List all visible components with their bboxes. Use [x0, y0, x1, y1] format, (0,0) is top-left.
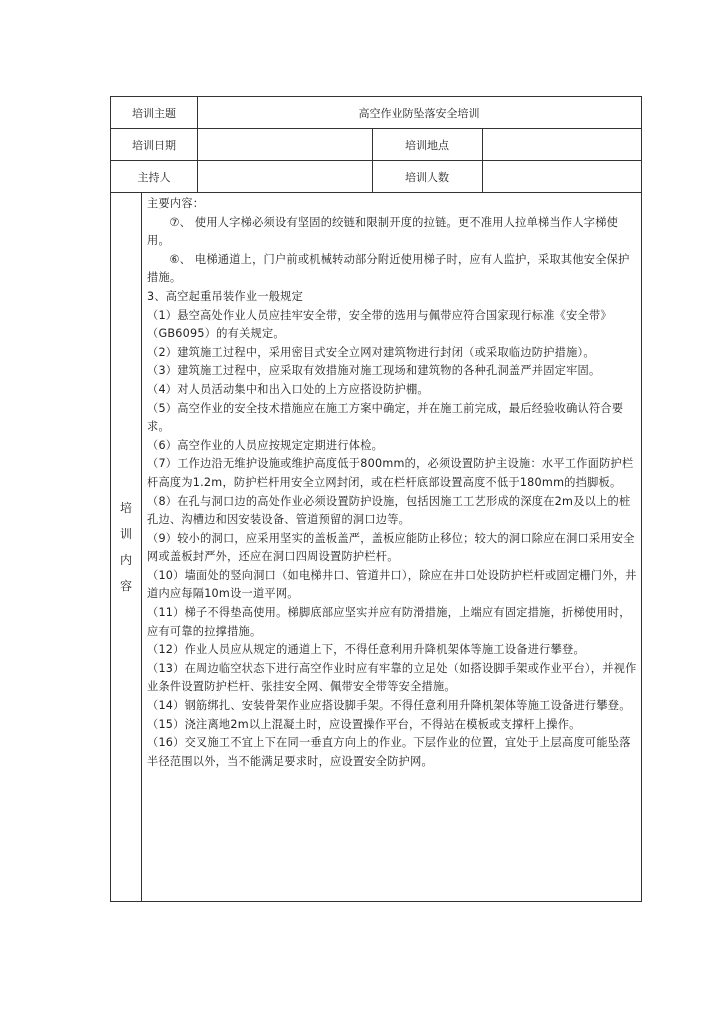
content-paragraph: （2）建筑施工过程中，采用密目式安全立网对建筑物进行封闭（或采取临边防护措施）。 — [147, 345, 595, 359]
side-label-char: 培 — [119, 501, 132, 515]
content-paragraph: ⑥、 电梯通道上，门户前或机械转动部分附近使用梯子时，应有人监护，采取其他安全保护措施。 — [147, 252, 630, 285]
content-paragraph: （10）墙面处的竖向洞口（如电梯井口、管道井口），除应在井口处设防护栏杆或固定栅门外，井道内应每隔10m设一道平网。 — [147, 568, 637, 601]
location-value — [482, 129, 641, 160]
content-paragraph: （1）悬空高处作业人员应挂牢安全带，安全带的选用与佩带应符合国家现行标准《安全带》（GB6095）的有关规定。 — [147, 308, 612, 341]
side-label-char: 训 — [119, 527, 132, 541]
content-side-label — [111, 193, 141, 901]
host-label: 主持人 — [137, 170, 171, 184]
topic-value: 高空作业防坠落安全培训 — [358, 106, 480, 120]
date-value — [197, 129, 372, 160]
location-label: 培训地点 — [405, 138, 449, 152]
date-location-row — [111, 129, 641, 161]
content-paragraph: （15）浇注离地2m以上混凝土时，应设置操作平台，不得站在模板或支撑杆上操作。 — [147, 717, 581, 731]
count-label: 培训人数 — [405, 170, 449, 184]
content-paragraph: ⑦、 使用人字梯必须设有坚固的绞链和限制开度的拉链。更不准用人拉单梯当作人字梯使用。 — [147, 215, 619, 248]
host-value — [197, 161, 372, 192]
content-paragraph: （9）较小的洞口，应采用坚实的盖板盖严，盖板应能防止移位；较大的洞口除应在洞口采用安全网或盖板封严外，还应在洞口四周设置防护栏杆。 — [147, 531, 635, 564]
host-count-row — [111, 161, 641, 193]
content-paragraph: （6）高空作业的人员应按规定定期进行体检。 — [147, 438, 384, 452]
content-paragraph: （4）对人员活动集中和出入口处的上方应搭设防护棚。 — [147, 382, 429, 396]
content-paragraph: （11）梯子不得垫高使用。梯脚底部应坚实并应有防滑措施，上端应有固定措施，折梯使用时，应有可靠的拉撑措施。 — [147, 606, 631, 638]
content-paragraph: （8）在孔与洞口边的高处作业必须设置防护设施，包括因施工工艺形成的深度在2m及以上的桩孔边、沟槽边和因安装设备、管道预留的洞口边等。 — [147, 494, 631, 527]
side-label-char: 容 — [119, 579, 132, 593]
content-paragraph: （5）高空作业的安全技术措施应在施工方案中确定，并在施工前完成，最后经验收确认符合要求。 — [147, 401, 624, 434]
topic-row — [111, 97, 641, 129]
content-paragraph: （13）在周边临空状态下进行高空作业时应有牢靠的立足处（如搭设脚手架或作业平台），并视作业条件设置防护栏杆、张挂安全网、佩带安全带等安全措施。 — [147, 661, 637, 694]
content-paragraph: （7）工作边沿无维护设施或维护高度低于800mm的，必须设置防护主设施：水平工作面防护栏杆高度为1.2m，防护栏杆用安全立网封闭，或在栏杆底部设置高度不低于180mm的挡脚板。 — [147, 457, 634, 489]
content-heading: 主要内容： — [147, 197, 205, 210]
content-paragraph: （14）钢筋绑扎、安装骨架作业应搭设脚手架。不得任意利用升降机架体等施工设备进行攀登。 — [147, 699, 631, 713]
training-content — [147, 195, 639, 771]
training-record-form — [110, 96, 642, 902]
topic-label: 培训主题 — [132, 106, 176, 120]
content-paragraph: （16）交叉施工不宜上下在同一垂直方向上的作业。下层作业的位置，宜处于上层高度可能坠落半径范围以外，当不能满足要求时，应设置安全防护网。 — [147, 736, 631, 768]
content-paragraph: （3）建筑施工过程中，应采取有效措施对施工现场和建筑物的各种孔洞盖严并固定牢固。 — [147, 364, 601, 378]
content-paragraph: 3、高空起重吊装作业一般规定 — [147, 289, 304, 303]
count-value — [482, 161, 641, 192]
content-paragraph: （12）作业人员应从规定的通道上下，不得任意利用升降机架体等施工设备进行攀登。 — [147, 643, 585, 657]
side-label-char: 内 — [119, 553, 132, 567]
date-label: 培训日期 — [132, 138, 176, 152]
content-row — [111, 193, 641, 901]
